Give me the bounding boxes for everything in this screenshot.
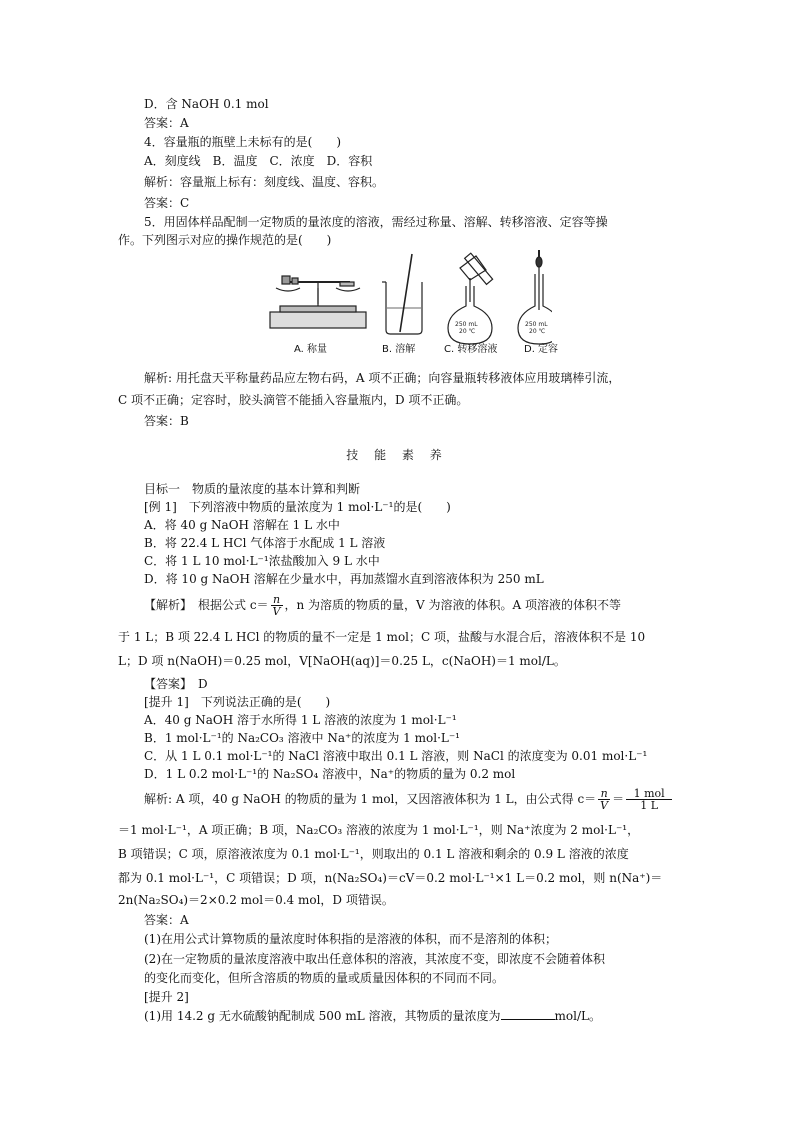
analysis-text-b: ，n 为溶质的物质的量，V 为溶液的体积。A 项溶液的体积不等	[284, 598, 622, 612]
example-1: [例 1] 下列溶液中物质的量浓度为 1 mol·L⁻¹的是( )	[144, 500, 451, 514]
section-title: 技 能 素 养	[346, 448, 448, 462]
boost-1-analysis-line3: B 项错误；C 项，原溶液浓度为 0.1 mol·L⁻¹，则取出的 0.1 L 溶液和剩余的 0.9 L 溶液的浓度	[118, 847, 629, 861]
balance-icon	[270, 276, 366, 328]
answer-blank[interactable]	[501, 1008, 555, 1020]
example-1-a: A．将 40 g NaOH 溶解在 1 L 水中	[144, 518, 340, 532]
boost-1-answer: 答案：A	[144, 913, 189, 927]
question-5-line2: 作。下列图示对应的操作规范的是( )	[118, 233, 332, 247]
boost-analysis-text-a: 解析: A 项，40 g NaOH 的物质的量为 1 mol，又因溶液体积为 1 L，由公式得 c＝	[144, 792, 597, 806]
boost-1-analysis-line1	[144, 788, 674, 811]
boost-1-d: D．1 L 0.2 mol·L⁻¹的 Na₂SO₄ 溶液中，Na⁺的物质的量为 0.2 mol	[144, 767, 516, 781]
boost-1-analysis-line5: 2n(Na₂SO₄)＝2×0.2 mol＝0.4 mol，D 项错误。	[118, 893, 394, 907]
fraction-mol: 1 mol	[626, 788, 672, 800]
note-2-line1: (2)在一定物质的量浓度溶液中取出任意体积的溶液，其浓度不变，即浓度不会随着体积	[144, 952, 606, 966]
beaker-icon	[382, 254, 422, 334]
fraction-denominator-2: V	[600, 799, 609, 812]
analysis-4: 解析：容量瓶上标有：刻度线、温度、容积。	[144, 175, 385, 189]
volumetric-flask-transfer-icon	[448, 253, 493, 344]
note-2-line2: 的变化而变化，但所含溶质的物质的量或质量因体积的不同而不同。	[144, 971, 505, 985]
example-1-d: D．将 10 g NaOH 溶解在少量水中，再加蒸馏水直到溶液体积为 250 mL	[144, 572, 544, 586]
example-1-answer: 【答案】 D	[144, 677, 208, 691]
analysis-text-a: 【解析】 根据公式 c＝	[144, 598, 269, 612]
boost-1-c: C．从 1 L 0.1 mol·L⁻¹的 NaCl 溶液中取出 0.1 L 溶液，则 NaCl 的浓度变为 0.01 mol·L⁻¹	[144, 749, 648, 763]
analysis-5-line1: 解析: 用托盘天平称量药品应左物右码，A 项不正确；向容量瓶转移液体应用玻璃棒引流，	[144, 371, 621, 385]
boost-2: [提升 2]	[144, 990, 189, 1004]
boost-1-analysis-line4: 都为 0.1 mol·L⁻¹，C 项错误；D 项，n(Na₂SO₄)＝cV＝0.2 mol·L⁻¹×1 L＝0.2 mol，则 n(Na⁺)＝	[118, 871, 663, 885]
example-1-analysis-line2: 于 1 L；B 项 22.4 L HCl 的物质的量不一定是 1 mol；C 项，盐酸与水混合后，溶液体积不是 10	[118, 630, 646, 644]
boost-1-b: B．1 mol·L⁻¹的 Na₂CO₃ 溶液中 Na⁺的浓度为 1 mol·L⁻¹	[144, 731, 460, 745]
lab-operations-figure	[262, 248, 559, 356]
note-1: (1)在用公式计算物质的量浓度时体积指的是溶液的体积，而不是溶剂的体积；	[144, 932, 558, 946]
figure-label-c: C. 转移溶液	[444, 344, 498, 355]
figure-label-b: B. 溶解	[382, 344, 416, 355]
figure-label-d: D. 定容	[524, 344, 559, 355]
figure-label-a: A. 称量	[294, 344, 328, 355]
boost-1-a: A．40 g NaOH 溶于水所得 1 L 溶液的浓度为 1 mol·L⁻¹	[144, 713, 457, 727]
volumetric-flask-fill-icon	[518, 250, 552, 344]
example-1-analysis-line1	[144, 594, 621, 617]
flask-c-text: 250 mL	[455, 321, 478, 328]
example-1-b: B．将 22.4 L HCl 气体溶于水配成 1 L 溶液	[144, 536, 386, 550]
fraction-numerator: n	[271, 594, 283, 606]
boost-2-unit: mol/L。	[554, 1009, 602, 1023]
question-4-options: A．刻度线 B．温度 C．浓度 D．容积	[144, 154, 373, 168]
flask-d-temp: 20 ℃	[529, 328, 546, 335]
boost-2-text: (1)用 14.2 g 无水硫酸钠配制成 500 mL 溶液，其物质的量浓度为	[144, 1009, 501, 1023]
fraction-numerator-2: n	[598, 788, 610, 800]
analysis-5-line2: C 项不正确；定容时，胶头滴管不能插入容量瓶内，D 项不正确。	[118, 393, 469, 407]
question-5-line1: 5．用固体样品配制一定物质的量浓度的溶液，需经过称量、溶解、转移溶液、定容等操	[144, 215, 608, 229]
answer-4: 答案：C	[144, 196, 190, 210]
example-1-c: C．将 1 L 10 mol·L⁻¹浓盐酸加入 9 L 水中	[144, 554, 380, 568]
question-4: 4．容量瓶的瓶壁上未标有的是( )	[144, 135, 341, 149]
flask-d-text: 250 mL	[525, 321, 548, 328]
option-d-line: D．含 NaOH 0.1 mol	[144, 97, 269, 111]
answer-5: 答案：B	[144, 414, 189, 428]
boost-analysis-equals: ＝	[612, 792, 625, 806]
goal-heading: 目标一 物质的量浓度的基本计算和判断	[144, 482, 361, 496]
fraction-liter: 1 L	[640, 799, 659, 812]
example-1-analysis-line3: L；D 项 n(NaOH)＝0.25 mol，V[NaOH(aq)]＝0.25 L，c(NaOH)＝1 mol/L。	[118, 654, 566, 668]
flask-c-temp: 20 ℃	[459, 328, 476, 335]
formula-n-over-v	[271, 594, 283, 617]
boost-1: [提升 1] 下列说法正确的是( )	[144, 695, 331, 709]
boost-1-analysis-line2: ＝1 mol·L⁻¹，A 项正确；B 项，Na₂CO₃ 溶液的浓度为 1 mol·L⁻¹，则 Na⁺浓度为 2 mol·L⁻¹，	[118, 823, 640, 837]
boost-2-question-1	[144, 1008, 601, 1024]
answer-line: 答案：A	[144, 116, 189, 130]
formula-mol-over-l	[626, 788, 672, 811]
fraction-denominator: V	[272, 605, 281, 618]
formula-n-over-v-2	[598, 788, 610, 811]
